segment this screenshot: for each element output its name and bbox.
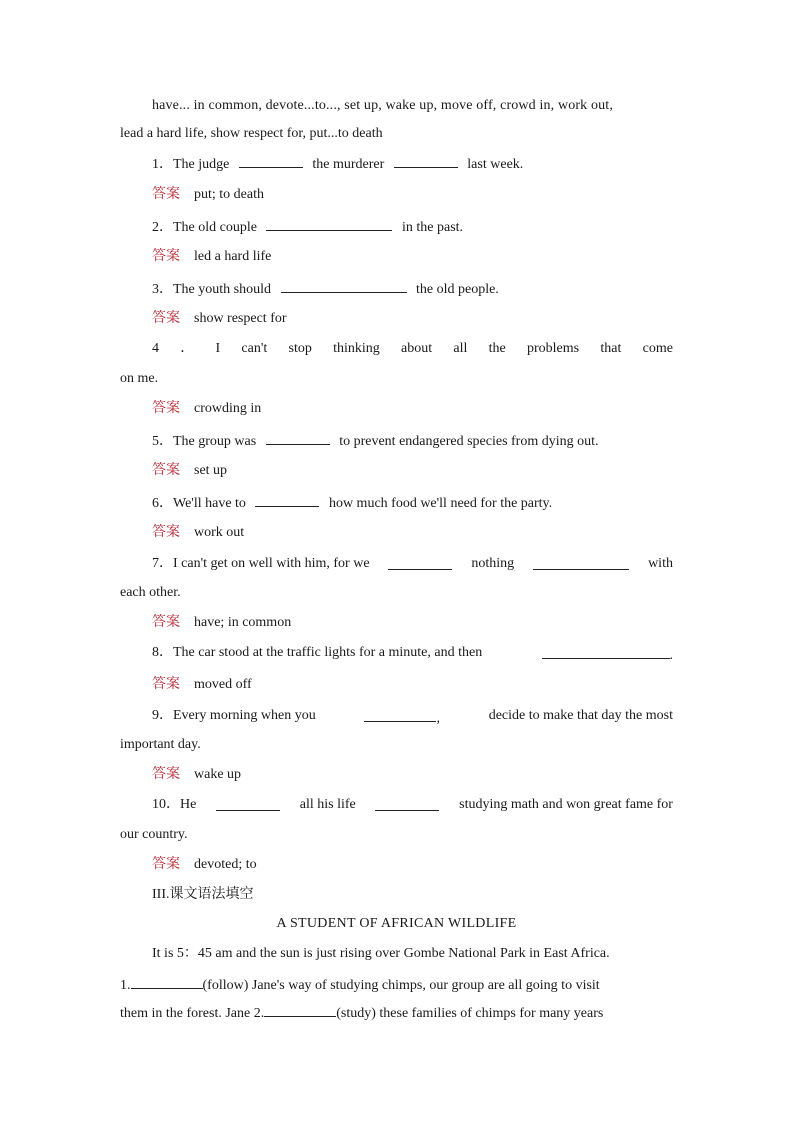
answer-blank[interactable] [388,555,452,570]
passage-text: (follow) Jane's way of studying chimps, our group are all going to visit [202,978,600,993]
question-9 [120,707,673,728]
answer-blank[interactable] [131,974,203,989]
question-text: decide to make that day the most [488,708,673,723]
question-word: that [600,341,622,356]
question-2 [120,216,673,237]
answer-label: 答案 [152,614,180,630]
document-page [120,0,673,1123]
question-4 [120,340,673,358]
question-number: 9． [152,708,173,723]
question-word: the [488,341,506,356]
question-6 [120,492,673,513]
answer-blank[interactable] [266,430,330,445]
passage-text: It is 5：45 am and the sun is just rising over Gombe National Park in East Africa. [152,946,610,961]
answer-blank[interactable] [394,153,458,168]
question-text: with [648,556,673,571]
question-3 [120,278,673,299]
question-word: I [215,341,221,356]
answer-label: 答案 [152,248,180,264]
answer-blank[interactable] [255,492,319,507]
answer-label: 答案 [152,310,180,326]
passage-line-3 [120,1002,673,1023]
answer-text: set up [194,463,228,478]
question-4-continued [120,370,673,388]
question-number: 3． [152,282,173,297]
word-bank-line-2 [120,125,673,143]
question-word: about [401,341,433,356]
word-bank-text-1: have... in common, devote...to..., set up, wake up, move off, crowd in, work out, [152,98,613,113]
answer-3 [120,309,673,328]
question-number: 7． [152,556,173,571]
answer-label: 答案 [152,856,180,872]
question-7-continued [120,584,673,602]
answer-label: 答案 [152,186,180,202]
question-text: all his life [299,797,356,812]
question-10-continued [120,826,673,844]
question-text: The group was [173,434,257,449]
section-title: 课文语法填空 [169,886,254,902]
answer-blank[interactable] [375,796,439,811]
answer-2 [120,247,673,266]
question-text: , [436,711,440,726]
answer-label: 答案 [152,524,180,540]
answer-text: wake up [194,767,242,782]
answer-blank[interactable] [264,1002,336,1017]
question-word: all [453,341,468,356]
question-word: come [642,341,673,356]
question-word: 4 [152,341,159,356]
question-1 [120,153,673,174]
answer-text: moved off [194,677,252,692]
answer-6 [120,523,673,542]
answer-text: crowding in [194,401,262,416]
question-text: our country. [120,827,188,842]
question-word: can't [241,341,268,356]
answer-blank[interactable] [239,153,303,168]
question-text: each other. [120,585,181,600]
question-text: I can't get on well with him, for we [173,556,370,571]
question-text: on me. [120,371,159,386]
question-7 [120,555,673,573]
section-heading [120,885,673,904]
question-text: in the past. [401,220,464,235]
question-word: stop [288,341,312,356]
passage-title-text: A STUDENT OF AFRICAN WILDLIFE [276,916,517,931]
passage-text: (study) these families of chimps for many years [336,1006,604,1021]
answer-label: 答案 [152,766,180,782]
answer-blank[interactable] [533,555,629,570]
question-8 [120,644,673,665]
question-text: nothing [471,556,515,571]
passage-text: them in the forest. Jane 2. [120,1006,265,1021]
question-text: last week. [467,157,524,172]
passage-title [120,915,673,933]
question-5 [120,430,673,451]
question-number: 10． [152,797,180,812]
question-text: He [180,797,197,812]
question-word: ． [180,341,195,356]
word-bank-text-2: lead a hard life, show respect for, put...to death [120,126,383,141]
answer-text: work out [194,525,245,540]
question-word: problems [527,341,580,356]
blank-number: 1. [120,978,131,993]
section-number: III. [152,887,170,902]
question-number: 6． [152,496,173,511]
answer-9 [120,765,673,784]
answer-text: led a hard life [194,249,272,264]
answer-text: devoted; to [194,857,257,872]
answer-text: have; in common [194,615,292,630]
question-number: 1． [152,157,173,172]
answer-label: 答案 [152,400,180,416]
question-text: studying math and won great fame for [459,797,673,812]
answer-10 [120,855,673,874]
question-text: The car stood at the traffic lights for a minute, and then [173,645,483,660]
question-number: 8． [152,645,173,660]
answer-5 [120,461,673,480]
question-text: the murderer [312,157,385,172]
answer-blank[interactable] [266,216,392,231]
question-10 [120,796,673,814]
question-text: The judge [173,157,230,172]
answer-8 [120,675,673,694]
question-word: thinking [333,341,380,356]
answer-7 [120,613,673,632]
question-9-continued [120,736,673,754]
passage-line-2 [120,974,673,995]
answer-text: show respect for [194,311,287,326]
question-text: The youth should [173,282,271,297]
answer-blank[interactable] [542,644,670,659]
answer-blank[interactable] [281,278,407,293]
passage-line-1 [120,945,673,963]
answer-text: put; to death [194,187,264,202]
question-text: The old couple [173,220,257,235]
question-text: . [669,648,673,663]
question-text: We'll have to [173,496,246,511]
question-text: to prevent endangered species from dying out. [339,434,599,449]
answer-4 [120,399,673,418]
question-number: 2． [152,220,173,235]
answer-blank[interactable] [216,796,280,811]
answer-1 [120,185,673,204]
answer-label: 答案 [152,462,180,478]
answer-blank[interactable] [364,707,436,722]
question-text: the old people. [416,282,499,297]
question-number: 5． [152,434,173,449]
question-text: how much food we'll need for the party. [328,496,553,511]
question-text: important day. [120,737,201,752]
question-text: Every morning when you [173,708,316,723]
answer-label: 答案 [152,676,180,692]
word-bank-line-1 [120,97,673,115]
